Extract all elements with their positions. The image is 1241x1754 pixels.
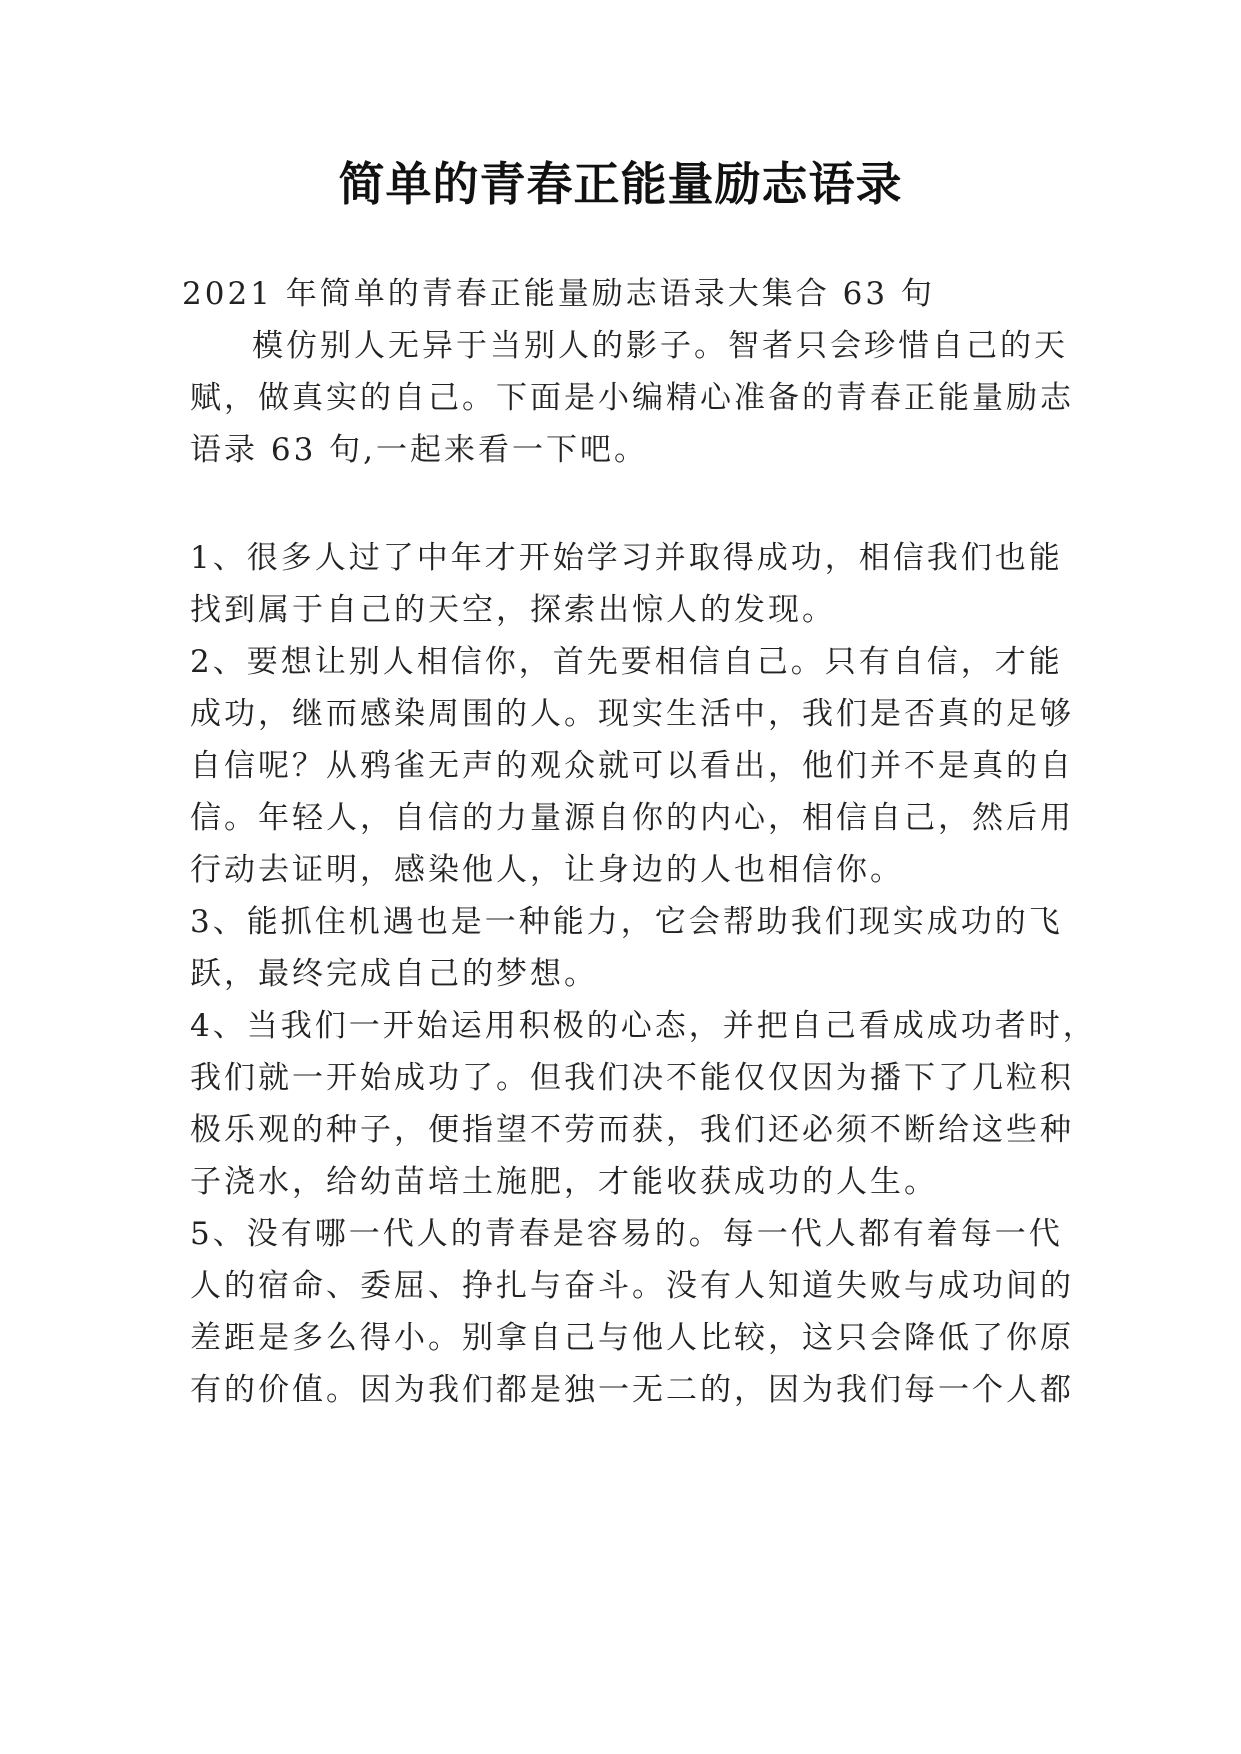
quote-line: 自信呢？从鸦雀无声的观众就可以看出，他们并不是真的自 xyxy=(190,748,1074,784)
quote-line: 5、没有哪一代人的青春是容易的。每一代人都有着每一代 xyxy=(190,1216,1063,1252)
quote-line: 成功，继而感染周围的人。现实生活中，我们是否真的足够 xyxy=(190,696,1074,732)
quote-line: 1、很多人过了中年才开始学习并取得成功，相信我们也能 xyxy=(190,540,1063,576)
quote-line: 找到属于自己的天空，探索出惊人的发现。 xyxy=(190,592,836,628)
quote-line: 差距是多么得小。别拿自己与他人比较，这只会降低了你原 xyxy=(190,1320,1074,1356)
document-subtitle: 2021 年简单的青春正能量励志语录大集合 63 句 xyxy=(182,276,935,312)
quote-line: 有的价值。因为我们都是独一无二的，因为我们每一个人都 xyxy=(190,1372,1074,1408)
intro-line: 赋，做真实的自己。下面是小编精心准备的青春正能量励志 xyxy=(190,380,1074,416)
intro-line: 模仿别人无异于当别人的影子。智者只会珍惜自己的天 xyxy=(252,328,1068,364)
quote-line: 我们就一开始成功了。但我们决不能仅仅因为播下了几粒积 xyxy=(190,1060,1074,1096)
intro-line: 语录 63 句,一起来看一下吧。 xyxy=(190,432,649,468)
quote-line: 人的宿命、委屈、挣扎与奋斗。没有人知道失败与成功间的 xyxy=(190,1268,1074,1304)
document-title: 简单的青春正能量励志语录 xyxy=(338,157,903,211)
quote-line: 2、要想让别人相信你，首先要相信自己。只有自信，才能 xyxy=(190,644,1063,680)
quote-line: 子浇水，给幼苗培土施肥，才能收获成功的人生。 xyxy=(190,1164,938,1200)
quote-line: 行动去证明，感染他人，让身边的人也相信你。 xyxy=(190,852,904,888)
quote-line: 3、能抓住机遇也是一种能力，它会帮助我们现实成功的飞 xyxy=(190,904,1063,940)
quote-line: 跃，最终完成自己的梦想。 xyxy=(190,956,598,992)
quote-line: 4、当我们一开始运用积极的心态，并把自己看成成功者时， xyxy=(190,1008,1097,1044)
quote-line: 信。年轻人，自信的力量源自你的内心，相信自己，然后用 xyxy=(190,800,1074,836)
quote-line: 极乐观的种子，便指望不劳而获，我们还必须不断给这些种 xyxy=(190,1112,1074,1148)
